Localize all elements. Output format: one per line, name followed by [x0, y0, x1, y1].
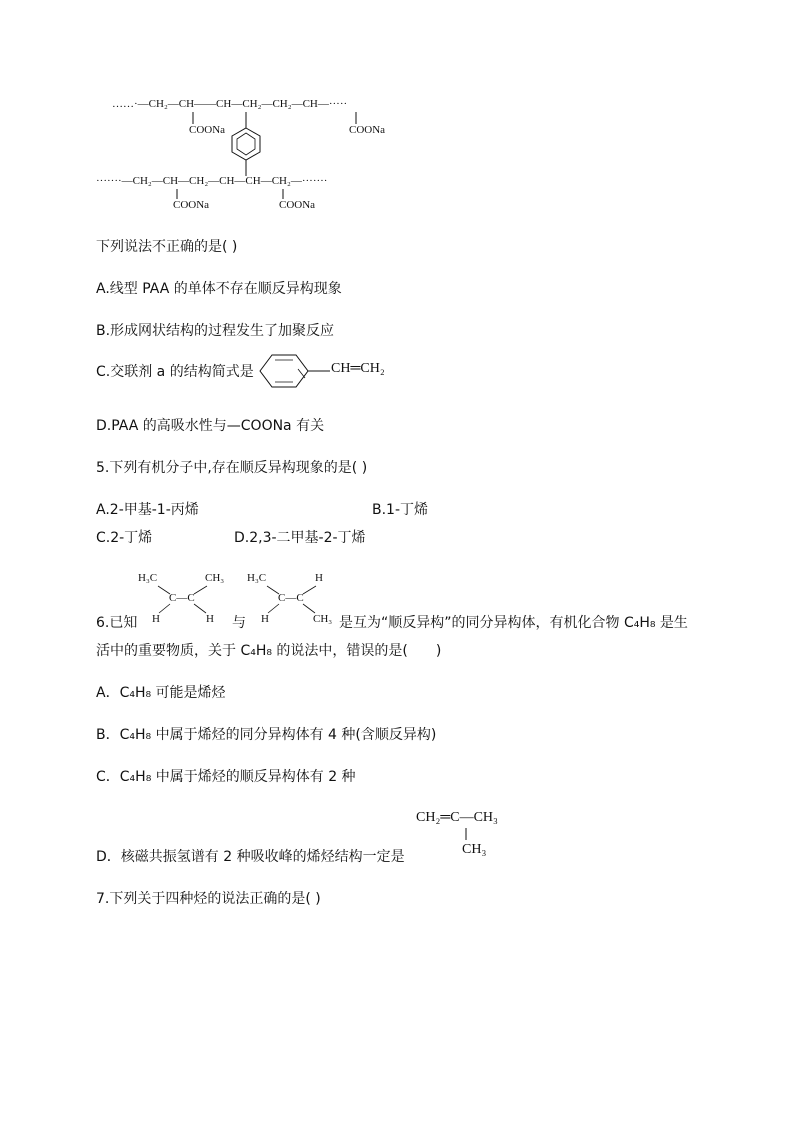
- polymer-bottom-coona-left: COONa: [173, 199, 210, 211]
- trans-center: C—C: [278, 592, 304, 604]
- polymer-top-coona-left: COONa: [189, 124, 226, 136]
- q6-option-d: D．核磁共振氢谱有 2 种吸收峰的烯烃结构一定是: [96, 849, 405, 865]
- polymer-top-coona-right: COONa: [349, 124, 386, 136]
- cis-center: C—C: [169, 592, 195, 604]
- q4-option-b: B.形成网状结构的过程发生了加聚反应: [96, 323, 335, 339]
- q5-option-c: C.2-丁烯: [96, 530, 153, 546]
- styrene-formula: CH═CH₂: [331, 361, 385, 376]
- trans-top-right: H: [315, 572, 323, 584]
- q4-stem: 下列说法不正确的是( ): [96, 239, 238, 255]
- q6-option-b: B．C₄H₈ 中属于烯烃的同分异构体有 4 种(含顺反异构): [96, 727, 437, 743]
- polymer-top-chain: ……·—CH₂—CH——CH—CH₂—CH₂—CH—·····: [112, 98, 348, 110]
- q5-option-d: D.2,3-二甲基-2-丁烯: [234, 530, 366, 546]
- q5-option-b: B.1-丁烯: [372, 502, 429, 518]
- cis-bottom-right: H: [206, 613, 214, 625]
- q7-stem: 7.下列关于四种烃的说法正确的是( ): [96, 891, 321, 907]
- trans-bottom-left: H: [261, 613, 269, 625]
- q6-suffix: 是互为“顺反异构”的同分异构体，有机化合物 C₄H₈ 是生: [339, 615, 688, 631]
- cis-top-left: H₃C: [138, 572, 158, 584]
- q4-option-d: D.PAA 的高吸水性与—COONa 有关: [96, 418, 325, 434]
- q4-option-c: C.交联剂 a 的结构简式是: [96, 364, 254, 380]
- trans-bottom-right: CH₃: [313, 613, 333, 625]
- cis-bottom-left: H: [152, 613, 160, 625]
- q5-option-a: A.2-甲基-1-丙烯: [96, 502, 199, 518]
- q6-prefix: 6.已知: [96, 615, 138, 631]
- polymer-bottom-chain: ·······—CH₂—CH—CH₂—CH—CH—CH₂—·······: [96, 175, 328, 187]
- q6-option-a: A．C₄H₈ 可能是烯烃: [96, 685, 226, 701]
- cis-top-right: CH₃: [205, 572, 225, 584]
- isobutene-main: CH₂═C—CH₃: [416, 810, 498, 825]
- q6-stem-line2: 活中的重要物质，关于 C₄H₈ 的说法中，错误的是( ): [96, 643, 442, 659]
- isobutene-methyl: CH₃: [462, 842, 487, 857]
- q5-stem: 5.下列有机分子中,存在顺反异构现象的是( ): [96, 460, 368, 476]
- polymer-bottom-coona-right: COONa: [279, 199, 316, 211]
- q6-option-c: C．C₄H₈ 中属于烯烃的顺反异构体有 2 种: [96, 769, 356, 785]
- q6-mid: 与: [232, 615, 246, 631]
- trans-top-left: H₃C: [247, 572, 267, 584]
- q4-option-a: A.线型 PAA 的单体不存在顺反异构现象: [96, 281, 342, 297]
